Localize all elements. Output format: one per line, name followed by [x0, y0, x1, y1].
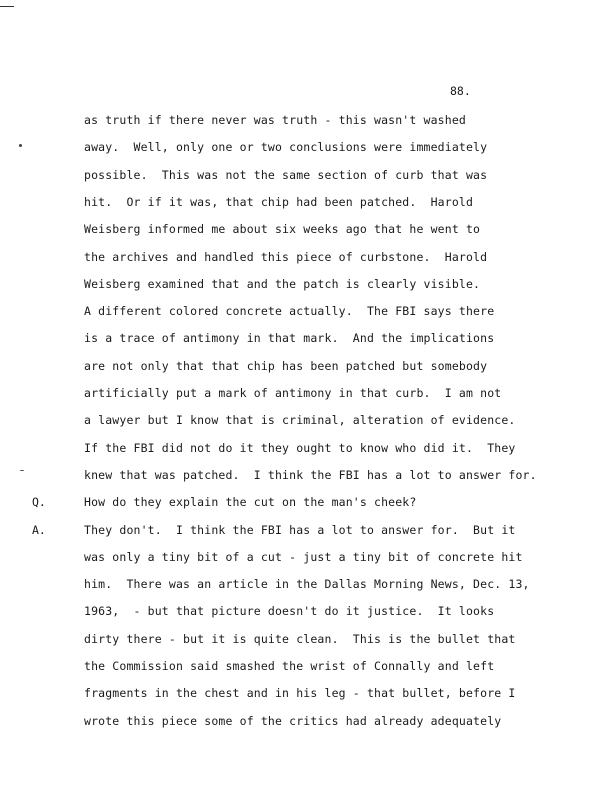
transcript-line: A different colored concrete actually. The FBI says there — [84, 304, 495, 318]
transcript-line: the archives and handled this piece of curbstone. Harold — [84, 250, 488, 264]
scan-corner-mark — [0, 6, 14, 7]
transcript-line: Weisberg examined that and the patch is clearly visible. — [84, 277, 481, 291]
transcript-line: possible. This was not the same section of curb that was — [84, 168, 488, 182]
transcript-line: 1963, - but that picture doesn't do it justice. It looks — [84, 604, 495, 618]
transcript-line: They don't. I think the FBI has a lot to answer for. But it — [84, 523, 516, 537]
scan-speck — [19, 144, 22, 147]
transcript-line: knew that was patched. I think the FBI has a lot to answer for. — [84, 468, 537, 482]
transcript-line: hit. Or if it was, that chip had been patched. Harold — [84, 195, 474, 209]
transcript-line: are not only that that chip has been patched but somebody — [84, 359, 488, 373]
scan-speck — [20, 470, 24, 471]
transcript-line: away. Well, only one or two conclusions were immediately — [84, 140, 488, 154]
transcript-line: artificially put a mark of antimony in that curb. I am not — [84, 386, 502, 400]
speaker-label: Q. — [32, 495, 46, 509]
transcript-line: him. There was an article in the Dallas Morning News, Dec. 13, — [84, 577, 530, 591]
transcript-line: as truth if there never was truth - this wasn't washed — [84, 113, 466, 127]
transcript-line: a lawyer but I know that is criminal, alteration of evidence. — [84, 413, 516, 427]
transcript-line: Weisberg informed me about six weeks ago that he went to — [84, 222, 481, 236]
transcript-line: How do they explain the cut on the man's cheek? — [84, 495, 417, 509]
transcript-line: wrote this piece some of the critics had already adequately — [84, 714, 502, 728]
transcript-line: If the FBI did not do it they ought to know who did it. They — [84, 441, 516, 455]
transcript-line: is a trace of antimony in that mark. And the implications — [84, 331, 495, 345]
transcript-line: fragments in the chest and in his leg - that bullet, before I — [84, 686, 516, 700]
transcript-line: the Commission said smashed the wrist of Connally and left — [84, 659, 495, 673]
page-number: 88. — [450, 84, 471, 98]
transcript-line: dirty there - but it is quite clean. This is the bullet that — [84, 632, 516, 646]
transcript-line: was only a tiny bit of a cut - just a tiny bit of concrete hit — [84, 550, 523, 564]
speaker-label: A. — [32, 523, 46, 537]
